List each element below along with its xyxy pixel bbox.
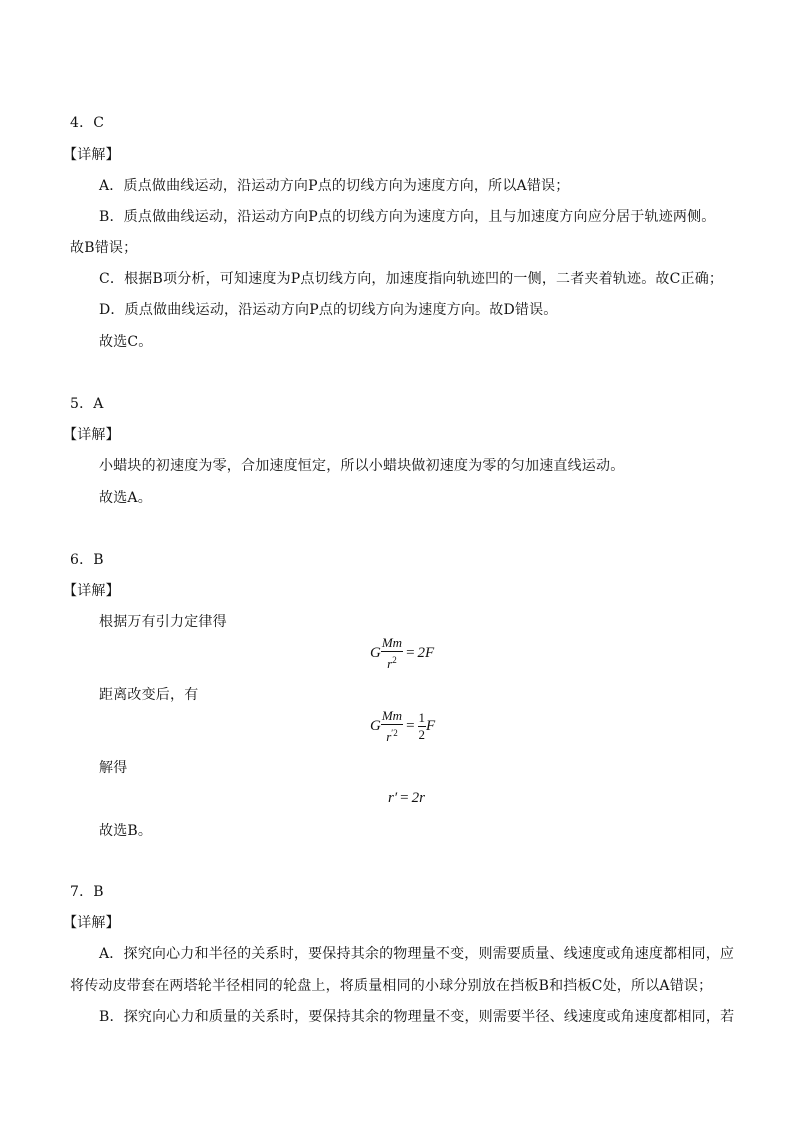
q7-option-b: B．探究向心力和质量的关系时，要保持其余的物理量不变，则需要半径、线速度或角速度都相同，若	[99, 1009, 735, 1025]
q5-answer: 故选A。	[99, 490, 152, 506]
eq1-numerator: Mm	[381, 635, 403, 650]
q6-text-3: 解得	[99, 760, 128, 776]
q4-option-b-cont: 故B错误；	[70, 240, 138, 256]
q4-detail-tag: 【详解】	[63, 147, 120, 163]
q6-text-2: 距离改变后，有	[99, 687, 199, 703]
eq2-half-numerator: 1	[418, 710, 426, 725]
q7-option-a: A．探究向心力和半径的关系时，要保持其余的物理量不变，则需要质量、线速度或角速度都相同，应	[99, 946, 735, 962]
eq2-rhs: F	[426, 717, 436, 734]
eq1-g: G	[370, 644, 381, 661]
eq2-half-fraction	[418, 711, 427, 742]
q7-detail-tag: 【详解】	[63, 915, 120, 931]
eq3-equals: =	[400, 790, 409, 806]
q7-option-a-cont: 将传动皮带套在两塔轮半径相同的轮盘上，将质量相同的小球分别放在挡板B和挡板C处，所以A错误；	[70, 978, 713, 994]
eq1-fraction	[381, 636, 403, 671]
q4-answer: 故选C。	[99, 334, 153, 350]
q6-equation-2	[370, 709, 435, 744]
eq2-half-denominator: 2	[418, 727, 426, 742]
eq2-numerator: Mm	[381, 708, 403, 723]
eq2-g: G	[370, 717, 381, 734]
q6-text-1: 根据万有引力定律得	[99, 614, 227, 630]
q4-heading: 4．C	[70, 115, 105, 131]
q6-equation-1	[370, 636, 434, 671]
eq1-denominator-exp: 2	[392, 655, 397, 665]
q6-detail-tag: 【详解】	[63, 583, 120, 599]
eq2-denominator-exp: ′2	[391, 728, 398, 738]
eq3-rhs: 2r	[411, 790, 425, 806]
eq2-equals: =	[406, 717, 415, 734]
q6-answer: 故选B。	[99, 823, 153, 839]
eq2-denominator: r	[386, 729, 392, 744]
q5-explanation: 小蜡块的初速度为零，合加速度恒定，所以小蜡块做初速度为零的匀加速直线运动。	[99, 458, 625, 474]
q5-detail-tag: 【详解】	[63, 427, 120, 443]
eq1-denominator: r	[387, 656, 393, 671]
eq3-lhs: r′	[388, 790, 398, 806]
eq2-fraction	[381, 709, 403, 744]
q4-option-a: A．质点做曲线运动，沿运动方向P点的切线方向为速度方向，所以A错误；	[99, 178, 570, 194]
q4-option-c: C．根据B项分析，可知速度为P点切线方向，加速度指向轨迹凹的一侧，二者夹着轨迹。故C正确；	[99, 271, 724, 287]
eq1-rhs: 2F	[417, 644, 435, 661]
q7-heading: 7．B	[70, 884, 104, 900]
eq1-equals: =	[406, 644, 415, 661]
q6-heading: 6．B	[70, 552, 104, 568]
q5-heading: 5．A	[70, 396, 104, 412]
q4-option-b: B．质点做曲线运动，沿运动方向P点的切线方向为速度方向，且与加速度方向应分居于轨迹两侧。	[99, 209, 716, 225]
q4-option-d: D．质点做曲线运动，沿运动方向P点的切线方向为速度方向。故D错误。	[99, 302, 558, 318]
q6-equation-3	[388, 790, 425, 807]
